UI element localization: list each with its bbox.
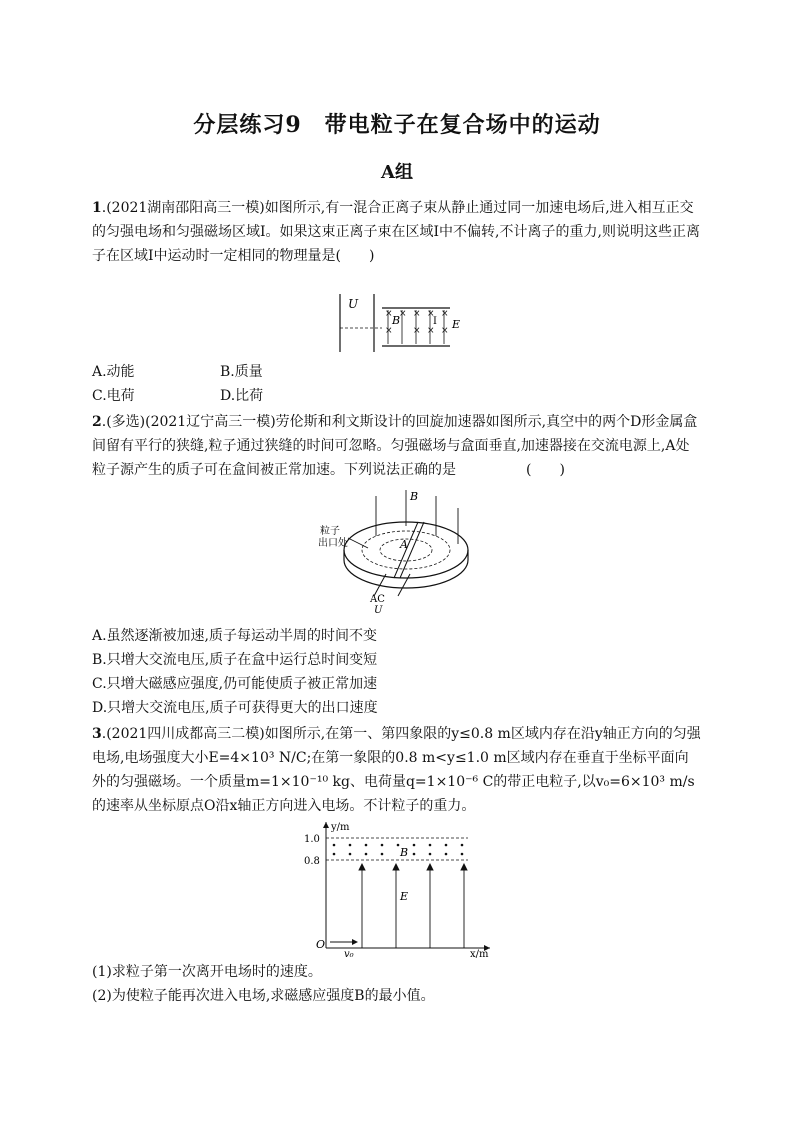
option-d: D.比荷	[220, 388, 264, 404]
question-text: .(2021湖南邵阳高三一模)如图所示,有一混合正离子束从静止通过同一加速电场后,进入相互正交的匀强电场和匀强磁场区域Ⅰ。如果这束正离子束在区域Ⅰ中不偏转,不计离子的重力,则说明这些正离子在区域Ⅰ中运动时一定相同的物理量是( )	[92, 200, 700, 264]
figure-coordinate-fields	[300, 818, 500, 958]
question-text: .(2021四川成都高三二模)如图所示,在第一、第四象限的y≤0.8 m区域内存在沿y轴正方向的匀强电场,电场强度大小E=4×10³ N/C;在第一象限的0.8 m<y≤1.0 m区域内存在垂直于坐标平面向外的匀强磁场。一个质量m=1×10⁻¹⁰ kg、电荷量q=1×10⁻⁶ C的带正电粒子,以v₀=6×10³ m/s的速率从坐标原点O沿x轴正方向进入电场。不计粒子的重力。	[92, 726, 701, 814]
svg-text:×: ×	[427, 309, 435, 319]
label-e: E	[400, 890, 409, 903]
question-number: 3	[92, 726, 102, 742]
question-1	[92, 196, 702, 268]
figure-velocity-selector	[330, 288, 470, 358]
label-exit-2: 出口处	[318, 538, 348, 549]
option-a: A.动能	[92, 364, 135, 380]
label-ac: AC	[370, 594, 385, 605]
group-heading: A组	[381, 162, 413, 183]
svg-text:×: ×	[385, 309, 393, 319]
question-3	[92, 722, 702, 818]
origin-label: O	[316, 938, 326, 951]
label-u: U	[374, 605, 383, 616]
label-b: B	[400, 846, 409, 859]
sub-question-1: (1)求粒子第一次离开电场时的速度。	[92, 964, 322, 980]
svg-text:×: ×	[413, 309, 421, 319]
label-b: B	[410, 490, 419, 503]
svg-text:×: ×	[399, 309, 407, 319]
svg-text:×: ×	[441, 326, 449, 336]
label-region: Ⅰ	[433, 316, 437, 327]
option-b: B.只增大交流电压,质子在盒中运行总时间变短	[92, 652, 378, 668]
y-axis-label: y/m	[331, 822, 350, 833]
question-text: .(多选)(2021辽宁高三一模)劳伦斯和利文斯设计的回旋加速器如图所示,真空中的两个D形金属盒间留有平行的狭缝,粒子通过狭缝的时间可忽略。匀强磁场与盒面垂直,加速器接在交流电源上,A处粒子源产生的质子可在盒间被正常加速。下列说法正确的是 ( )	[92, 414, 698, 478]
svg-text:×: ×	[385, 326, 393, 336]
x-axis-label: x/m	[470, 949, 489, 958]
svg-text:×: ×	[441, 309, 449, 319]
label-v0: v₀	[344, 949, 354, 958]
label-a: A	[400, 538, 408, 551]
page-title: 分层练习9 带电粒子在复合场中的运动	[193, 112, 601, 138]
label-exit-1: 粒子	[320, 526, 340, 537]
option-d: D.只增大交流电压,质子可获得更大的出口速度	[92, 700, 378, 716]
option-b: B.质量	[220, 364, 263, 380]
svg-text:×: ×	[427, 326, 435, 336]
question-number: 2	[92, 414, 102, 430]
option-c: C.只增大磁感应强度,仍可能使质子被正常加速	[92, 676, 378, 692]
svg-text:×: ×	[413, 326, 421, 336]
option-c: C.电荷	[92, 388, 135, 404]
figure-cyclotron	[318, 486, 478, 616]
label-b: B	[392, 314, 401, 327]
tick-0-8: 0.8	[304, 856, 320, 867]
label-e: E	[452, 318, 461, 331]
question-2	[92, 410, 702, 482]
label-u: U	[348, 297, 359, 311]
tick-1-0: 1.0	[304, 834, 320, 845]
sub-question-2: (2)为使粒子能再次进入电场,求磁感应强度B的最小值。	[92, 988, 435, 1004]
question-number: 1	[92, 200, 102, 216]
option-a: A.虽然逐渐被加速,质子每运动半周的时间不变	[92, 628, 378, 644]
